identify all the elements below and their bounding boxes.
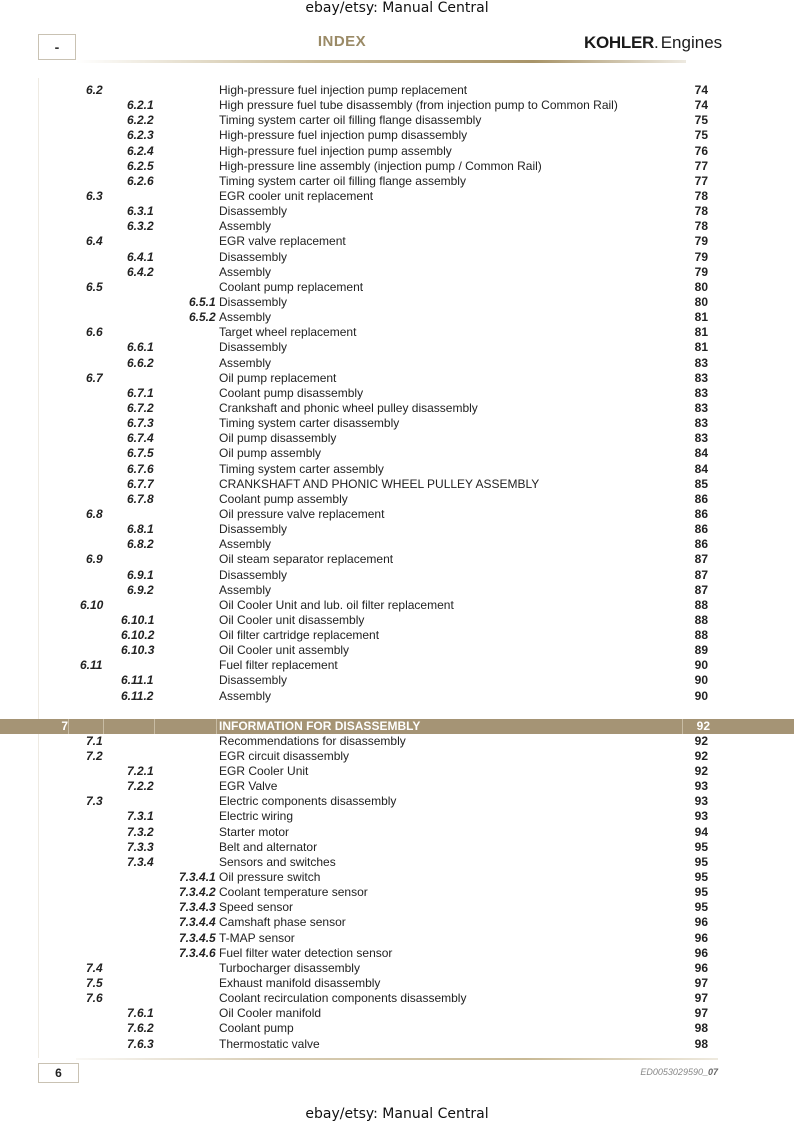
brand-suffix: Engines [660,33,723,52]
toc-entry-number: 6.6 [86,325,103,340]
toc-entry-page: 75 [694,113,708,128]
toc-entry[interactable] [0,1006,794,1021]
toc-entry[interactable] [0,870,794,885]
toc-entry-title: Disassembly [219,294,288,309]
chapter-heading-row[interactable] [0,719,794,734]
toc-section-6 [0,83,794,704]
toc-entry-title: Oil Cooler unit disassembly [219,612,365,627]
toc-entry-number: 6.2 [86,83,103,97]
toc-entry-page: 84 [694,461,708,476]
toc-entry-title: Starter motor [219,824,290,839]
toc-entry-page: 89 [694,643,708,658]
toc-entry[interactable] [0,83,794,98]
toc-entry[interactable] [0,749,794,764]
toc-entry-number: 7.6 [86,991,103,1006]
toc-entry-title: Camshaft phase sensor [219,915,346,930]
toc-entry[interactable] [0,885,794,900]
toc-entry[interactable] [0,658,794,673]
toc-entry-title: Assembly [219,688,272,703]
toc-entry[interactable] [0,204,794,219]
toc-entry[interactable] [0,280,794,295]
toc-entry[interactable] [0,779,794,794]
toc-entry-page: 97 [694,991,708,1006]
toc-entry-page: 87 [694,552,708,567]
watermark-bottom: ebay/etsy: Manual Central [305,1106,489,1122]
toc-entry-number: 7.3.2 [127,824,154,839]
toc-entry-title: Timing system carter assembly [219,461,384,476]
toc-entry-page: 77 [694,158,708,173]
page-title: INDEX [317,33,367,50]
toc-entry-page: 74 [694,98,708,113]
toc-entry-title: Coolant pump [219,1021,294,1036]
toc-entry-page: 85 [694,476,708,491]
toc-entry[interactable] [0,764,794,779]
toc-entry-page: 88 [694,628,708,643]
toc-entry[interactable] [0,689,794,704]
toc-entry-title: Sensors and switches [219,854,336,869]
toc-entry-title: Turbocharger disassembly [219,960,360,975]
toc-entry[interactable] [0,325,794,340]
chapter-title: INFORMATION FOR DISASSEMBLY [217,719,683,734]
header-divider [76,60,686,63]
toc-entry-number: 6.7.4 [127,431,154,446]
toc-entry-number: 6.7.3 [127,416,154,431]
toc-entry[interactable] [0,492,794,507]
toc-entry-title: Assembly [219,537,272,552]
toc-entry-page: 78 [694,188,708,203]
brand-logo: KOHLER. Engines [584,33,723,52]
toc-entry-number: 6.4.2 [127,264,154,279]
toc-entry-number: 7.2 [86,748,103,763]
toc-entry-number: 6.6.1 [127,340,154,355]
toc-entry-title: Timing system carter disassembly [219,416,400,431]
toc-entry-page: 96 [694,930,708,945]
toc-entry-page: 83 [694,385,708,400]
toc-entry-title: Oil pump replacement [219,370,337,385]
toc-entry-title: Oil Cooler Unit and lub. oil filter replacement [219,597,454,612]
toc-entry-title: EGR valve replacement [219,234,346,249]
toc-entry-number: 6.2.6 [127,173,154,188]
toc-entry[interactable] [0,144,794,159]
toc-section-7 [0,734,794,1052]
toc-entry[interactable] [0,371,794,386]
toc-entry-page: 86 [694,537,708,552]
chapter-cell-blank [69,719,104,734]
toc-entry-title: Oil filter cartridge replacement [219,628,380,643]
toc-entry[interactable] [0,840,794,855]
toc-entry-title: Oil Cooler unit assembly [219,643,350,658]
toc-entry[interactable] [0,961,794,976]
toc-entry[interactable] [0,477,794,492]
toc-entry-number: 7.3.3 [127,839,154,854]
toc-entry-number: 6.10.1 [121,612,155,627]
toc-entry[interactable] [0,613,794,628]
toc-entry[interactable] [0,628,794,643]
toc-entry[interactable] [0,234,794,249]
toc-entry-number: 6.8.1 [127,522,154,537]
toc-entry-page: 74 [694,83,708,97]
toc-entry-number: 7.3.4.4 [179,915,216,930]
toc-entry-page: 95 [694,839,708,854]
toc-entry-page: 83 [694,416,708,431]
toc-entry-title: Disassembly [219,673,288,688]
toc-entry-page: 83 [694,431,708,446]
toc-entry-title: Disassembly [219,567,288,582]
toc-entry-page: 92 [694,733,708,748]
toc-entry-number: 6.7 [86,370,103,385]
doc-code-id: ED0053029590 [640,1067,703,1077]
toc-entry-title: Electric wiring [219,809,294,824]
toc-entry-number: 6.2.1 [127,98,154,113]
toc-entry-title: EGR circuit disassembly [219,748,350,763]
toc-entry-page: 79 [694,264,708,279]
toc-entry-number: 7.2.1 [127,764,154,779]
toc-entry[interactable] [0,931,794,946]
toc-entry[interactable] [0,98,794,113]
toc-entry[interactable] [0,522,794,537]
toc-entry-number: 6.7.8 [127,491,154,506]
toc-entry-page: 94 [694,824,708,839]
toc-entry[interactable] [0,310,794,325]
toc-entry[interactable] [0,809,794,824]
toc-entry[interactable] [0,462,794,477]
toc-entry-number: 7.3.4.3 [179,900,216,915]
toc-entry-number: 6.7.6 [127,461,154,476]
toc-entry-page: 95 [694,900,708,915]
toc-entry[interactable] [0,189,794,204]
toc-entry-page: 84 [694,446,708,461]
toc-entry-page: 81 [694,310,708,325]
toc-entry-page: 88 [694,612,708,627]
toc-entry-number: 7.3.1 [127,809,154,824]
toc-entry-title: T-MAP sensor [219,930,295,945]
page-number: 6 [38,1063,79,1083]
toc-entry-page: 87 [694,582,708,597]
toc-entry[interactable] [0,855,794,870]
toc-entry-page: 92 [694,764,708,779]
toc-entry-title: Recommendations for disassembly [219,733,406,748]
toc-entry-number: 6.11.1 [121,673,154,688]
toc-entry-page: 78 [694,204,708,219]
toc-entry-number: 6.9 [86,552,103,567]
toc-entry-number: 6.6.2 [127,355,154,370]
toc-entry-number: 6.3.2 [127,219,154,234]
toc-entry-page: 90 [694,673,708,688]
toc-entry[interactable] [0,340,794,355]
toc-entry-page: 83 [694,370,708,385]
toc-entry-number: 7.6.1 [127,1006,154,1021]
doc-code-revision: _07 [702,1067,718,1077]
toc-entry[interactable] [0,507,794,522]
toc-entry-title: Exhaust manifold disassembly [219,976,381,991]
toc-entry-page: 87 [694,567,708,582]
toc-entry-title: Coolant recirculation components disassembly [219,991,467,1006]
toc-entry-number: 7.3.4.5 [179,930,216,945]
toc-entry[interactable] [0,991,794,1006]
toc-entry-title: Fuel filter replacement [219,658,338,673]
toc-entry-title: Disassembly [219,340,288,355]
toc-entry-number: 6.10.2 [121,628,155,643]
toc-entry-title: EGR cooler unit replacement [219,188,374,203]
toc-entry[interactable] [0,219,794,234]
toc-entry-title: Disassembly [219,204,288,219]
toc-entry-number: 6.3.1 [127,204,154,219]
toc-entry-page: 98 [694,1021,708,1036]
toc-entry[interactable] [0,386,794,401]
toc-entry-page: 98 [694,1036,708,1051]
toc-entry-title: EGR Valve [219,779,278,794]
toc-entry-title: Belt and alternator [219,839,318,854]
toc-entry-page: 76 [694,143,708,158]
toc-entry-title: Oil pump assembly [219,446,322,461]
toc-entry-title: Oil steam separator replacement [219,552,394,567]
toc-entry-title: Disassembly [219,522,288,537]
toc-entry-page: 88 [694,597,708,612]
toc-entry[interactable] [0,976,794,991]
toc-entry-page: 81 [694,340,708,355]
toc-entry[interactable] [0,1037,794,1052]
toc-entry[interactable] [0,295,794,310]
toc-entry-number: 7.6.2 [127,1021,154,1036]
toc-entry-title: Assembly [219,582,272,597]
toc-entry[interactable] [0,568,794,583]
toc-entry-number: 7.3.4.6 [179,945,216,960]
toc-entry[interactable] [0,643,794,658]
toc-entry-page: 95 [694,885,708,900]
toc-entry-title: Oil pressure switch [219,870,321,885]
toc-entry-page: 93 [694,809,708,824]
toc-entry-page: 86 [694,522,708,537]
toc-entry-number: 6.11 [80,658,103,673]
toc-entry-page: 78 [694,219,708,234]
toc-entry-page: 95 [694,870,708,885]
toc-entry[interactable] [0,159,794,174]
toc-entry[interactable] [0,401,794,416]
toc-entry[interactable] [0,946,794,961]
document-code [640,1067,718,1077]
toc-entry-page: 93 [694,779,708,794]
toc-entry-title: CRANKSHAFT AND PHONIC WHEEL PULLEY ASSEMBLY [219,476,540,491]
toc-entry-number: 7.3.4 [127,854,154,869]
toc-entry[interactable] [0,416,794,431]
toc-entry-page: 81 [694,325,708,340]
toc-entry-page: 95 [694,854,708,869]
toc-entry-number: 6.5.2 [189,310,216,325]
toc-entry-title: Target wheel replacement [219,325,357,340]
table-of-contents [0,83,794,1052]
toc-entry[interactable] [0,250,794,265]
toc-entry-title: High-pressure line assembly (injection pump / Common Rail) [219,158,542,173]
toc-entry-title: High-pressure fuel injection pump replacement [219,83,468,97]
toc-entry-page: 83 [694,400,708,415]
toc-entry-title: Coolant temperature sensor [219,885,368,900]
toc-entry-title: Speed sensor [219,900,294,915]
brand-name: KOHLER [584,33,654,52]
toc-entry-number: 7.3 [86,794,103,809]
toc-entry-title: Timing system carter oil filling flange disassembly [219,113,482,128]
toc-entry-title: Assembly [219,264,272,279]
toc-entry-title: Assembly [219,355,272,370]
toc-entry-title: EGR Cooler Unit [219,764,309,779]
toc-entry-number: 6.5.1 [189,294,216,309]
toc-entry[interactable] [0,900,794,915]
toc-entry-number: 6.2.4 [127,143,154,158]
toc-entry-page: 96 [694,960,708,975]
toc-entry-title: Coolant pump disassembly [219,385,364,400]
footer-divider [76,1058,718,1060]
toc-entry-number: 6.10.3 [121,643,155,658]
toc-entry-title: Disassembly [219,249,288,264]
toc-entry-number: 7.4 [86,960,103,975]
toc-entry-number: 7.6.3 [127,1036,154,1051]
toc-entry-title: Fuel filter water detection sensor [219,945,393,960]
toc-entry[interactable] [0,915,794,930]
toc-entry-title: Oil pump disassembly [219,431,337,446]
toc-entry-number: 6.11.2 [121,688,154,703]
toc-entry-number: 6.2.2 [127,113,154,128]
toc-entry-number: 7.3.4.2 [179,885,216,900]
toc-entry-number: 6.3 [86,188,103,203]
toc-entry[interactable] [0,598,794,613]
toc-entry-title: High pressure fuel tube disassembly (from injection pump to Common Rail) [219,98,618,113]
toc-entry-number: 6.8 [86,506,103,521]
toc-entry-title: Assembly [219,219,272,234]
toc-entry-page: 86 [694,491,708,506]
toc-entry[interactable] [0,128,794,143]
toc-entry-number: 6.4 [86,234,103,249]
chapter-page: 92 [696,718,710,733]
toc-entry-title: Oil pressure valve replacement [219,506,385,521]
toc-entry[interactable] [0,431,794,446]
toc-entry-title: High-pressure fuel injection pump disassembly [219,128,468,143]
toc-entry-title: Coolant pump replacement [219,279,364,294]
toc-entry-title: Electric components disassembly [219,794,397,809]
toc-entry-number: 7.5 [86,976,103,991]
chapter-number: 7 [40,719,69,734]
toc-entry[interactable] [0,446,794,461]
chapter-cell-blank [104,719,155,734]
toc-entry[interactable] [0,673,794,688]
toc-entry-title: Coolant pump assembly [219,491,348,506]
toc-entry-number: 6.10 [80,597,104,612]
toc-entry-page: 75 [694,128,708,143]
toc-entry-number: 6.4.1 [127,249,154,264]
toc-entry[interactable] [0,1021,794,1036]
toc-entry-number: 7.3.4.1 [179,870,216,885]
toc-entry-page: 90 [694,658,708,673]
toc-entry[interactable] [0,552,794,567]
toc-entry-page: 86 [694,506,708,521]
toc-entry-title: Oil Cooler manifold [219,1006,322,1021]
toc-entry-title: Timing system carter oil filling flange assembly [219,173,466,188]
toc-entry-number: 6.2.5 [127,158,154,173]
toc-entry[interactable] [0,825,794,840]
toc-entry-title: High-pressure fuel injection pump assembly [219,143,452,158]
toc-entry-title: Thermostatic valve [219,1036,320,1051]
toc-entry-page: 96 [694,945,708,960]
toc-entry[interactable] [0,734,794,749]
section-marker: - [38,34,76,60]
toc-entry-number: 6.5 [86,279,103,294]
toc-entry-number: 6.7.7 [127,476,154,491]
toc-entry-page: 93 [694,794,708,809]
toc-entry-page: 83 [694,355,708,370]
toc-entry[interactable] [0,265,794,280]
toc-entry[interactable] [0,583,794,598]
toc-entry-page: 79 [694,234,708,249]
toc-entry-page: 80 [694,294,708,309]
toc-entry-number: 6.7.1 [127,385,154,400]
toc-entry-number: 6.7.5 [127,446,154,461]
toc-entry-number: 7.2.2 [127,779,154,794]
toc-entry-page: 77 [694,173,708,188]
toc-entry[interactable] [0,537,794,552]
toc-entry-title: Crankshaft and phonic wheel pulley disassembly [219,400,478,415]
toc-entry[interactable] [0,174,794,189]
toc-entry-number: 6.9.1 [127,567,154,582]
toc-entry-page: 90 [694,688,708,703]
toc-entry-page: 79 [694,249,708,264]
toc-entry-number: 6.7.2 [127,400,154,415]
toc-entry-page: 80 [694,279,708,294]
toc-entry-number: 6.8.2 [127,537,154,552]
toc-entry[interactable] [0,356,794,371]
watermark-top: ebay/etsy: Manual Central [305,0,489,16]
toc-entry[interactable] [0,794,794,809]
toc-entry-page: 97 [694,1006,708,1021]
toc-entry-page: 97 [694,976,708,991]
toc-entry[interactable] [0,113,794,128]
toc-entry-number: 6.2.3 [127,128,154,143]
toc-entry-number: 6.9.2 [127,582,154,597]
toc-entry-number: 7.1 [86,733,103,748]
toc-entry-title: Assembly [219,310,272,325]
toc-entry-page: 92 [694,748,708,763]
toc-entry-page: 96 [694,915,708,930]
chapter-cell-blank [155,719,217,734]
